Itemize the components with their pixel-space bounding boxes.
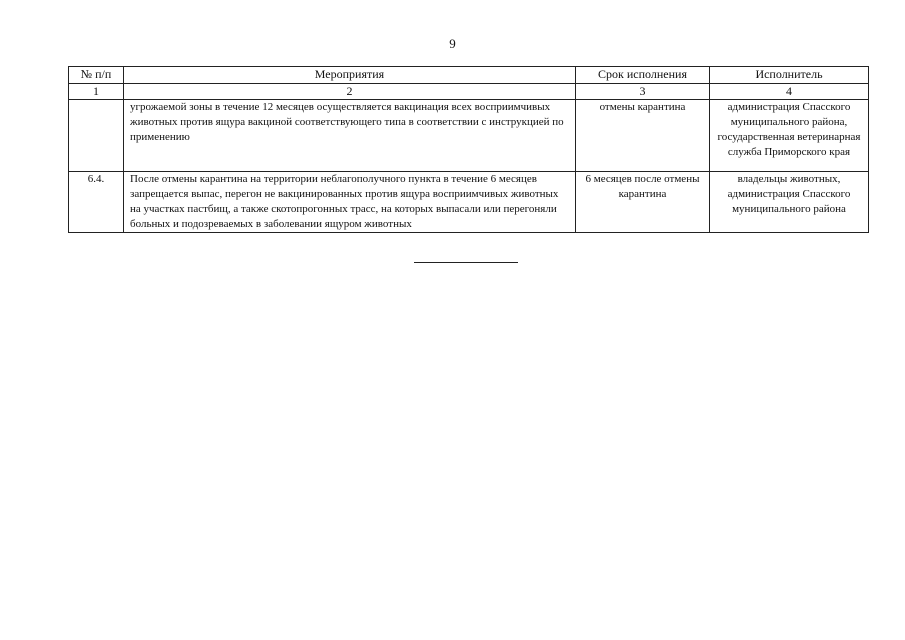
header-num: № п/п <box>69 67 124 84</box>
column-numbers-row <box>69 84 869 100</box>
end-of-table-divider <box>414 262 518 263</box>
table-header <box>69 67 869 84</box>
page-number: 9 <box>449 36 456 51</box>
measures-table <box>68 66 869 233</box>
column-number: 4 <box>710 84 869 100</box>
row-activity: угрожаемой зоны в течение 12 месяцев осуществляется вакцинация всех восприимчивых животных против ящура вакциной соответствующего типа в соответствии с инструкцией по применению <box>124 100 576 172</box>
row-term: отмены карантина <box>576 100 710 172</box>
row-number <box>69 100 124 172</box>
table-body <box>69 84 869 233</box>
row-executor: администрация Спасского муниципального района, государственная ветеринарная служба Приморского края <box>710 100 869 172</box>
header-executor: Исполнитель <box>710 67 869 84</box>
row-term: 6 месяцев после отмены карантина <box>576 172 710 233</box>
table-row <box>69 172 869 233</box>
header-activity: Мероприятия <box>124 67 576 84</box>
table-row <box>69 100 869 172</box>
column-number: 3 <box>576 84 710 100</box>
row-number: 6.4. <box>69 172 124 233</box>
header-row <box>69 67 869 84</box>
header-term: Срок исполнения <box>576 67 710 84</box>
column-number: 1 <box>69 84 124 100</box>
row-activity: После отмены карантина на территории неблагополучного пункта в течение 6 месяцев запрещается выпас, перегон не вакцинированных против ящура восприимчивых животных на участках пастбищ, а также скотопрогонных трасс, на которых выпасали или перегоняли больных и подозреваемых в заболевании ящуром животных <box>124 172 576 233</box>
column-number: 2 <box>124 84 576 100</box>
row-executor: владельцы животных, администрация Спасского муниципального района <box>710 172 869 233</box>
